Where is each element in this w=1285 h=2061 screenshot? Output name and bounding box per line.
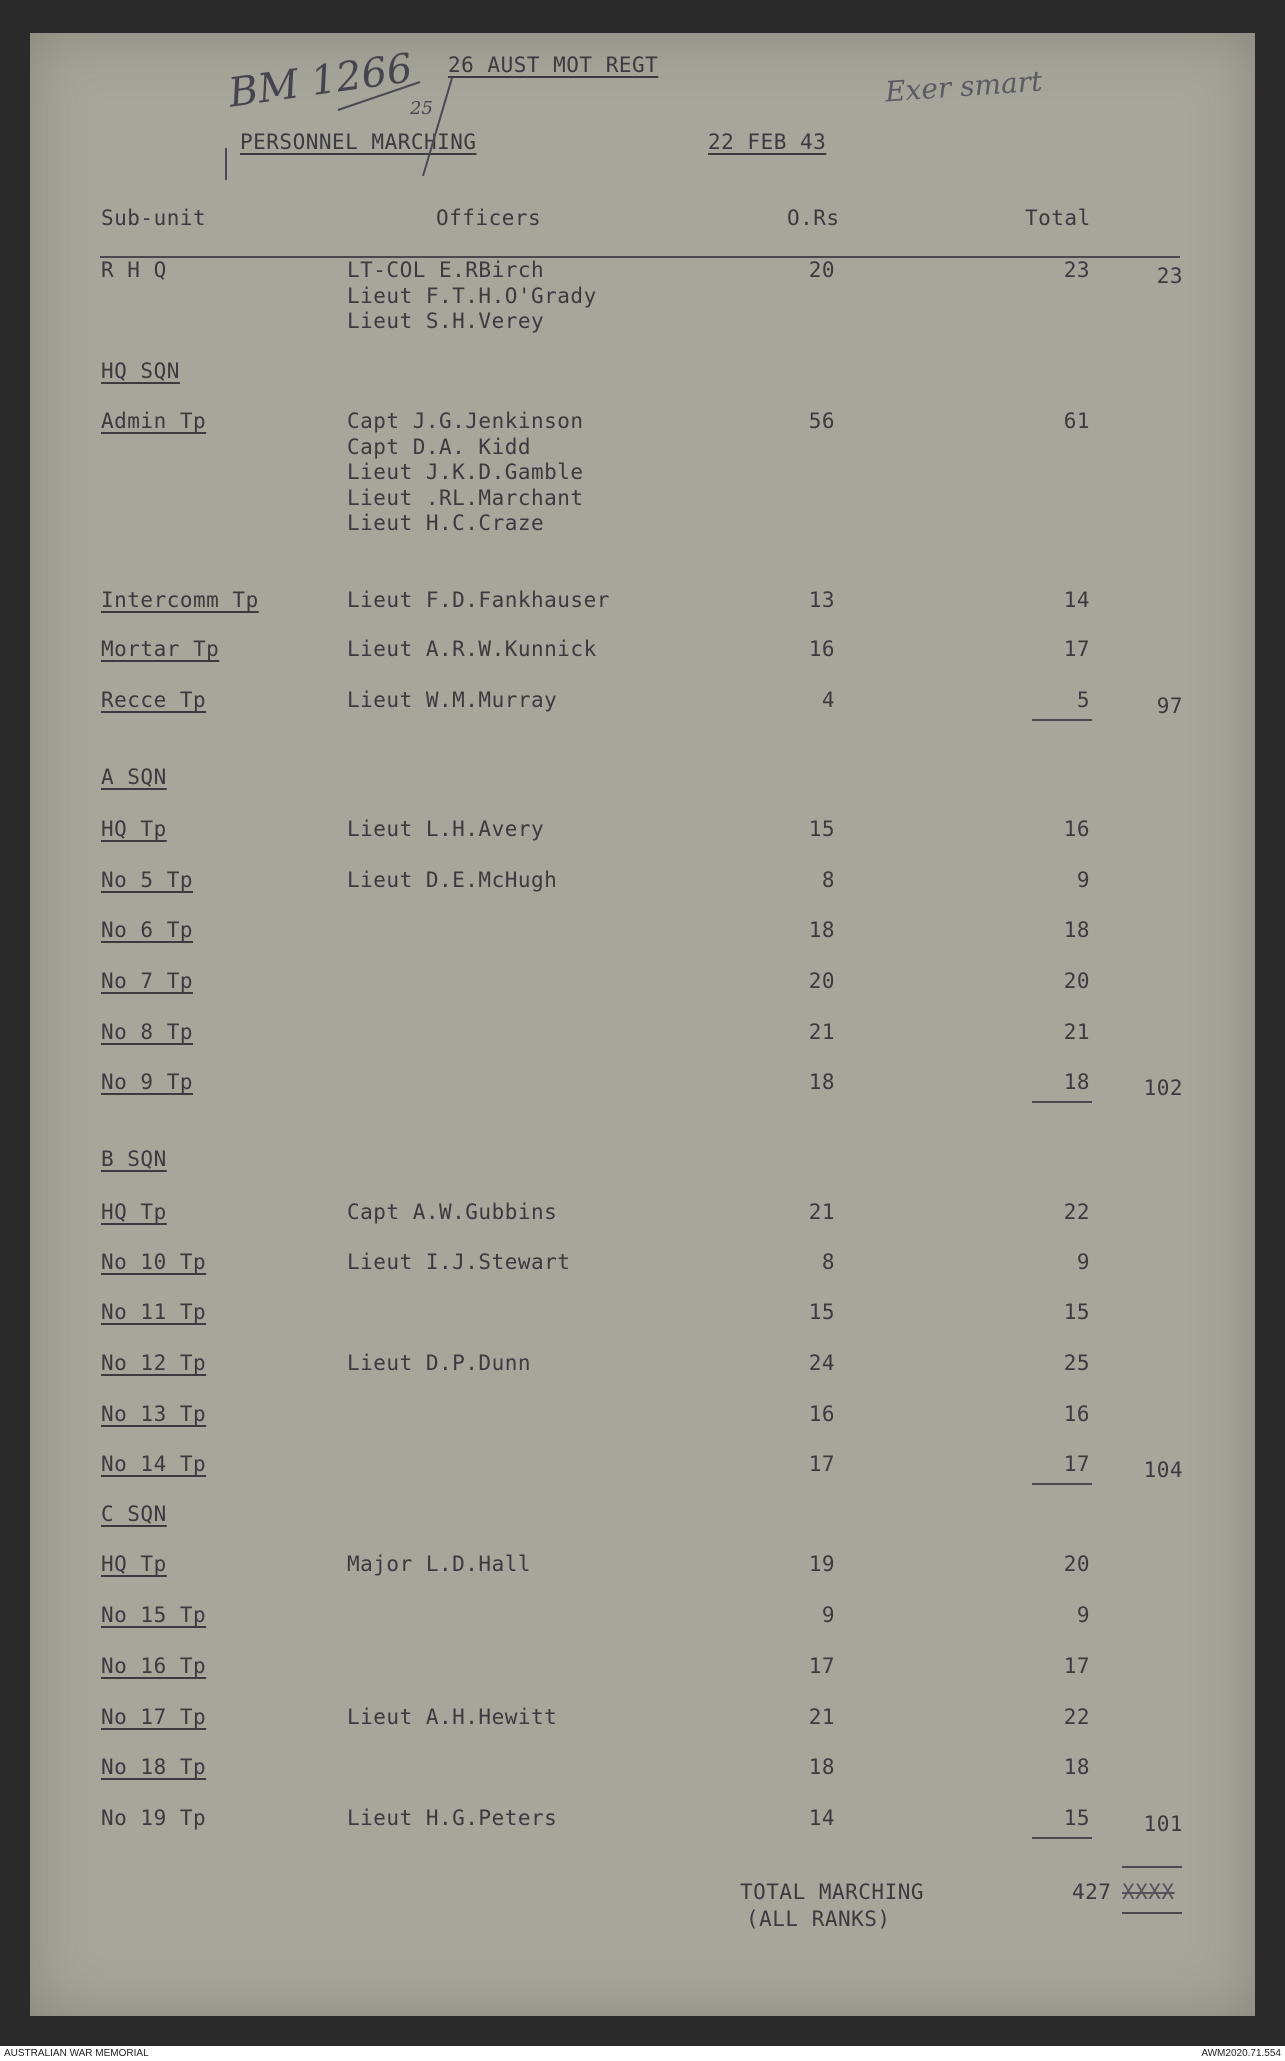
row-total: 15 [1063, 1806, 1090, 1830]
officer-name: Lieut J.K.D.Gamble [347, 460, 584, 484]
ors-count: 18 [808, 918, 835, 942]
row-total: 16 [1063, 1402, 1090, 1426]
ors-count: 18 [808, 1070, 835, 1094]
sub-unit-label: Mortar Tp [101, 637, 220, 661]
total-underline [1122, 1912, 1182, 1914]
squadron-total: 101 [1143, 1812, 1183, 1836]
sub-unit-label: No 7 Tp [101, 969, 194, 993]
officer-name: Lieut A.R.W.Kunnick [347, 637, 597, 661]
footer-institution: AUSTRALIAN WAR MEMORIAL [4, 2048, 149, 2059]
document-date: 22 FEB 43 [708, 130, 827, 154]
ors-count: 17 [808, 1654, 835, 1678]
column-header-total: Total [1025, 206, 1091, 230]
officer-name: Lieut H.C.Craze [347, 511, 545, 535]
row-total: 9 [1076, 1250, 1090, 1274]
ors-count: 13 [808, 588, 835, 612]
sub-unit-label: B SQN [101, 1147, 167, 1171]
sub-unit-label: No 5 Tp [101, 868, 194, 892]
ors-count: 14 [808, 1806, 835, 1830]
sub-unit-label: No 12 Tp [101, 1351, 207, 1375]
sub-unit-label: C SQN [101, 1502, 167, 1526]
officer-name: Lieut A.H.Hewitt [347, 1705, 558, 1729]
total-label-line2: (ALL RANKS) [746, 1907, 891, 1931]
row-total: 9 [1076, 868, 1090, 892]
officer-name: Lieut .RL.Marchant [347, 485, 584, 510]
sub-unit-label: No 19 Tp [101, 1806, 207, 1830]
column-header-ors: O.Rs [787, 206, 840, 230]
officer-name: Lieut F.T.H.O'Grady [347, 283, 597, 308]
row-total: 17 [1063, 1452, 1090, 1476]
ors-count: 17 [808, 1452, 835, 1476]
sub-unit-label: No 18 Tp [101, 1755, 207, 1779]
sub-unit-label: No 10 Tp [101, 1250, 207, 1274]
ors-count: 9 [821, 1603, 835, 1627]
officer-name: Lieut D.E.McHugh [347, 868, 558, 892]
row-total: 23 [1063, 258, 1090, 282]
ors-count: 4 [821, 688, 835, 712]
struck-total-value: XXXX [1122, 1880, 1175, 1904]
handwritten-subnumber: 25 [410, 98, 433, 119]
officer-name: Capt D.A. Kidd [347, 434, 532, 459]
sub-unit-label: Intercomm Tp [101, 588, 259, 612]
sub-unit-label: No 16 Tp [101, 1654, 207, 1678]
row-total: 20 [1063, 1552, 1090, 1576]
officer-name: Capt A.W.Gubbins [347, 1200, 558, 1224]
column-header-sub-unit: Sub-unit [101, 206, 207, 230]
document-title: PERSONNEL MARCHING [240, 130, 477, 154]
ors-count: 56 [808, 409, 835, 433]
officer-name: Major L.D.Hall [347, 1552, 532, 1576]
footer-accession-number: AWM2020.71.554 [1201, 2048, 1281, 2059]
row-total: 15 [1063, 1300, 1090, 1324]
officer-name: Lieut S.H.Verey [347, 309, 545, 333]
officer-name: Lieut L.H.Avery [347, 817, 545, 841]
ors-count: 8 [821, 1250, 835, 1274]
row-total: 20 [1063, 969, 1090, 993]
officer-name: Lieut I.J.Stewart [347, 1250, 571, 1274]
ors-count: 15 [808, 817, 835, 841]
row-total: 22 [1063, 1705, 1090, 1729]
sub-unit-label: No 13 Tp [101, 1402, 207, 1426]
archive-footer [0, 2046, 1285, 2061]
sub-unit-label: No 17 Tp [101, 1705, 207, 1729]
ors-count: 21 [808, 1705, 835, 1729]
row-total: 18 [1063, 1070, 1090, 1094]
officer-name: Lieut H.G.Peters [347, 1806, 558, 1830]
sub-unit-label: No 14 Tp [101, 1452, 207, 1476]
sub-unit-label: A SQN [101, 765, 167, 789]
total-value: 427 [1072, 1880, 1112, 1904]
row-total: 9 [1076, 1603, 1090, 1627]
ors-count: 20 [808, 969, 835, 993]
ors-count: 20 [808, 258, 835, 282]
sub-unit-label: HQ SQN [101, 359, 180, 383]
row-total: 16 [1063, 817, 1090, 841]
ors-count: 24 [808, 1351, 835, 1375]
unit-heading: 26 AUST MOT REGT [448, 53, 659, 77]
squadron-total: 23 [1156, 264, 1183, 288]
ors-count: 21 [808, 1200, 835, 1224]
handwritten-note: Exer smart [884, 64, 1044, 109]
ors-count: 8 [821, 868, 835, 892]
officer-name: Lieut F.D.Fankhauser [347, 588, 610, 612]
row-total: 5 [1076, 688, 1090, 712]
sub-unit-label: No 8 Tp [101, 1020, 194, 1044]
squadron-total: 102 [1143, 1076, 1183, 1100]
ors-count: 16 [808, 1402, 835, 1426]
squadron-total: 97 [1156, 694, 1183, 718]
subtotal-rule [1032, 1837, 1092, 1839]
officer-name: Lieut W.M.Murray [347, 688, 558, 712]
handwritten-reference: BM 1266 [225, 45, 416, 117]
sub-unit-label: No 11 Tp [101, 1300, 207, 1324]
sub-unit-label: No 6 Tp [101, 918, 194, 942]
row-total: 17 [1063, 1654, 1090, 1678]
ors-count: 19 [808, 1552, 835, 1576]
officer-name: Lieut D.P.Dunn [347, 1351, 532, 1375]
row-total: 25 [1063, 1351, 1090, 1375]
sub-unit-label: R H Q [101, 258, 167, 282]
officer-name: Capt J.G.Jenkinson [347, 409, 584, 433]
row-total: 22 [1063, 1200, 1090, 1224]
ors-count: 18 [808, 1755, 835, 1779]
subtotal-rule [1032, 719, 1092, 721]
sub-unit-label: HQ Tp [101, 817, 167, 841]
row-total: 61 [1063, 409, 1090, 433]
total-overline [1122, 1866, 1182, 1868]
squadron-total: 104 [1143, 1458, 1183, 1482]
row-total: 17 [1063, 637, 1090, 661]
ors-count: 21 [808, 1020, 835, 1044]
row-total: 18 [1063, 1755, 1090, 1779]
sub-unit-label: Recce Tp [101, 688, 207, 712]
ors-count: 16 [808, 637, 835, 661]
total-label-line1: TOTAL MARCHING [740, 1880, 925, 1904]
sub-unit-label: No 15 Tp [101, 1603, 207, 1627]
column-header-officers: Officers [436, 206, 542, 230]
ors-count: 15 [808, 1300, 835, 1324]
row-total: 14 [1063, 588, 1090, 612]
subtotal-rule [1032, 1101, 1092, 1103]
sub-unit-label: No 9 Tp [101, 1070, 194, 1094]
subtotal-rule [1032, 1483, 1092, 1485]
officer-name: LT-COL E.RBirch [347, 258, 545, 282]
sub-unit-label: Admin Tp [101, 409, 207, 433]
row-total: 21 [1063, 1020, 1090, 1044]
sub-unit-label: HQ Tp [101, 1200, 167, 1224]
row-total: 18 [1063, 918, 1090, 942]
sub-unit-label: HQ Tp [101, 1552, 167, 1576]
